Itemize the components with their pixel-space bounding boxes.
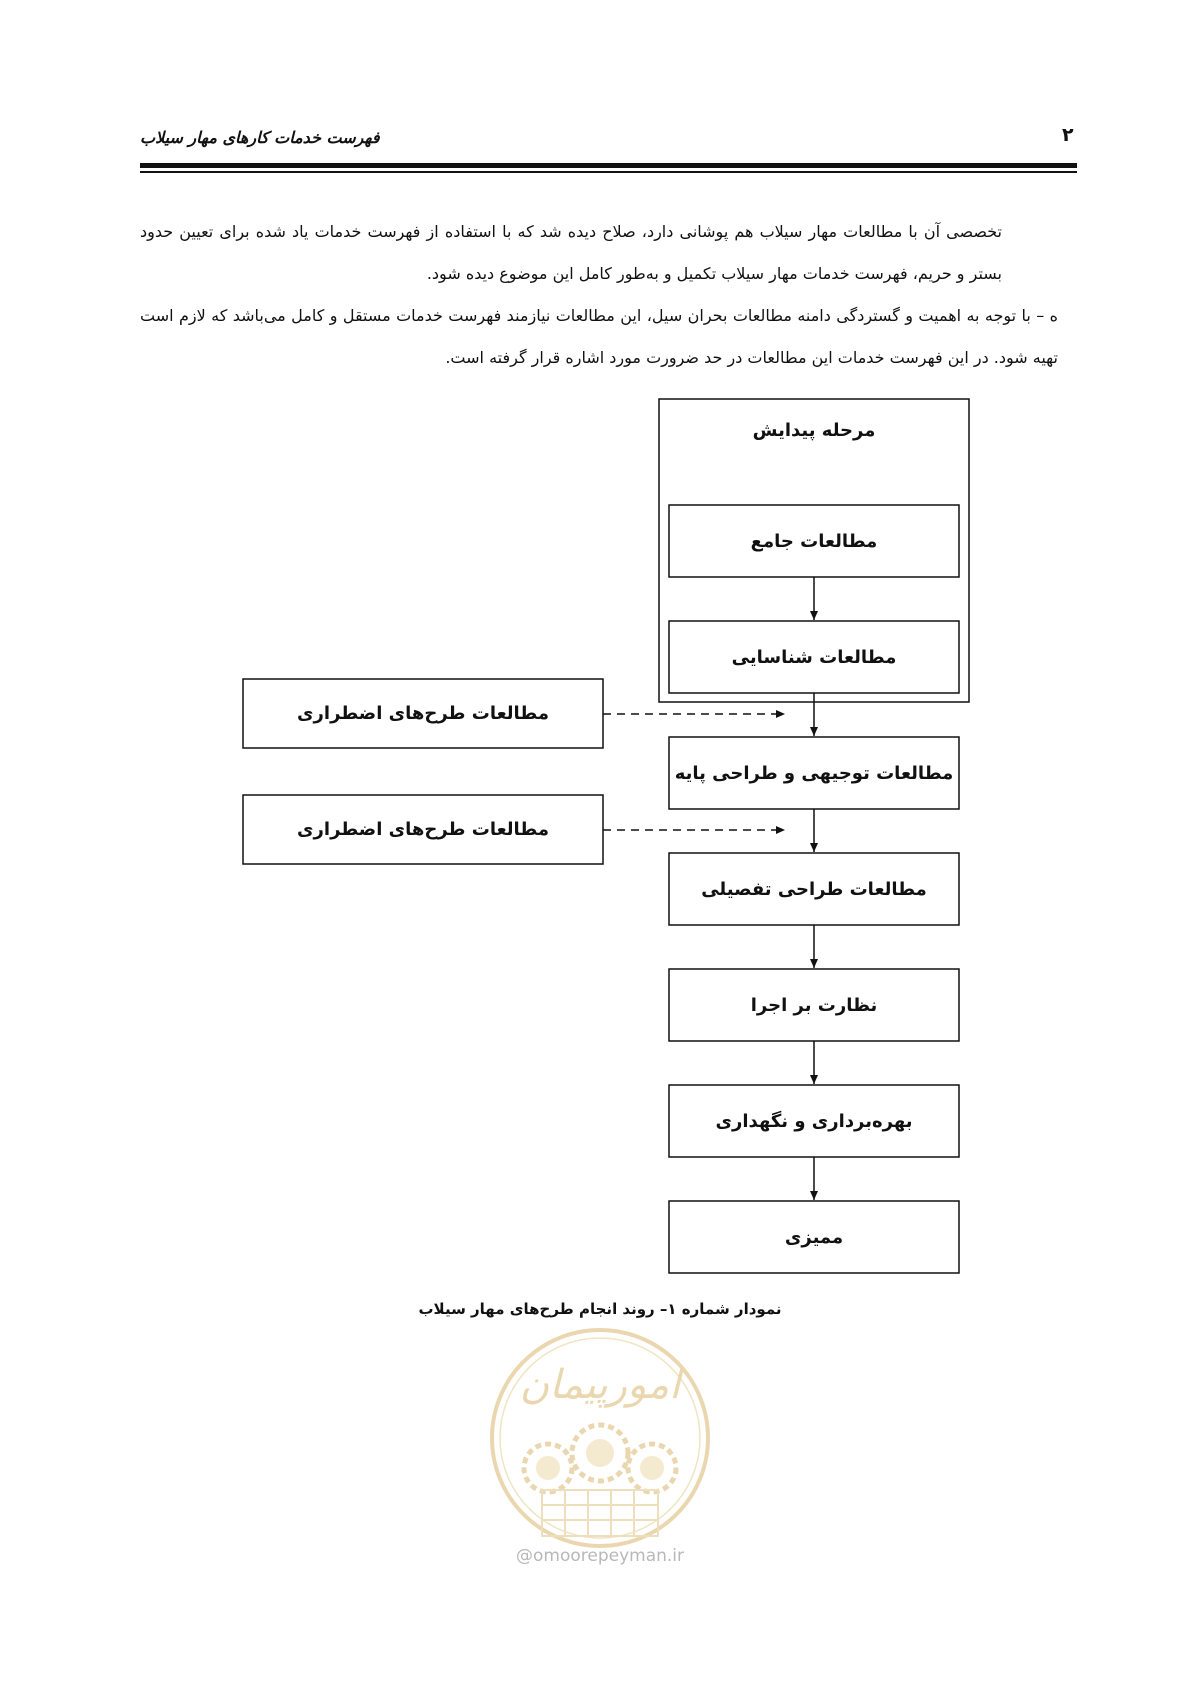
step-label-5: نظارت بر اجرا [750,994,878,1016]
page-number: ۲ [1062,124,1074,146]
list-marker: ه – [1036,306,1059,325]
watermark-url: @omoorepeyman.ir [515,1546,685,1566]
list-item-text: با توجه به اهمیت و گستردگی دامنه مطالعات بحران سیل، این مطالعات نیازمند فهرست خدمات مستقل و کامل می‌باشد که لازم است تهیه شود. در این فهرست خدمات این مطالعات در حد ضرورت مورد اشاره قرار گرفته است. [140,306,1058,367]
step-label-4: مطالعات طراحی تفصیلی [701,878,927,900]
watermark-logo [480,1318,720,1578]
step-label-6: بهره‌برداری و نگهداری [715,1110,913,1132]
step-label-2: مطالعات شناسایی [731,646,897,668]
group-title: مرحله پیدایش [752,419,876,441]
running-header-title: فهرست خدمات کارهای مهار سیلاب [140,128,380,147]
step-label-7: ممیزی [784,1226,844,1248]
side-label-2: مطالعات طرح‌های اضطراری [297,819,549,840]
watermark-logo-text: امورپیمان [519,1362,681,1408]
body-paragraph: تخصصی آن با مطالعات مهار سیلاب هم پوشانی دارد، صلاح دیده شد که با استفاده از فهرست خدمات یاد شده برای تعیین حدود بستر و حریم، فهرست خدمات مهار سیلاب تکمیل و به‌طور کامل این موضوع دیده شود. [140,222,1002,283]
step-label-3: مطالعات توجیهی و طراحی پایه [674,762,954,784]
figure-caption: نمودار شماره ۱– روند انجام طرح‌های مهار سیلاب [418,1300,782,1318]
side-label-1: مطالعات طرح‌های اضطراری [297,703,549,724]
step-label-1: مطالعات جامع [750,530,878,552]
